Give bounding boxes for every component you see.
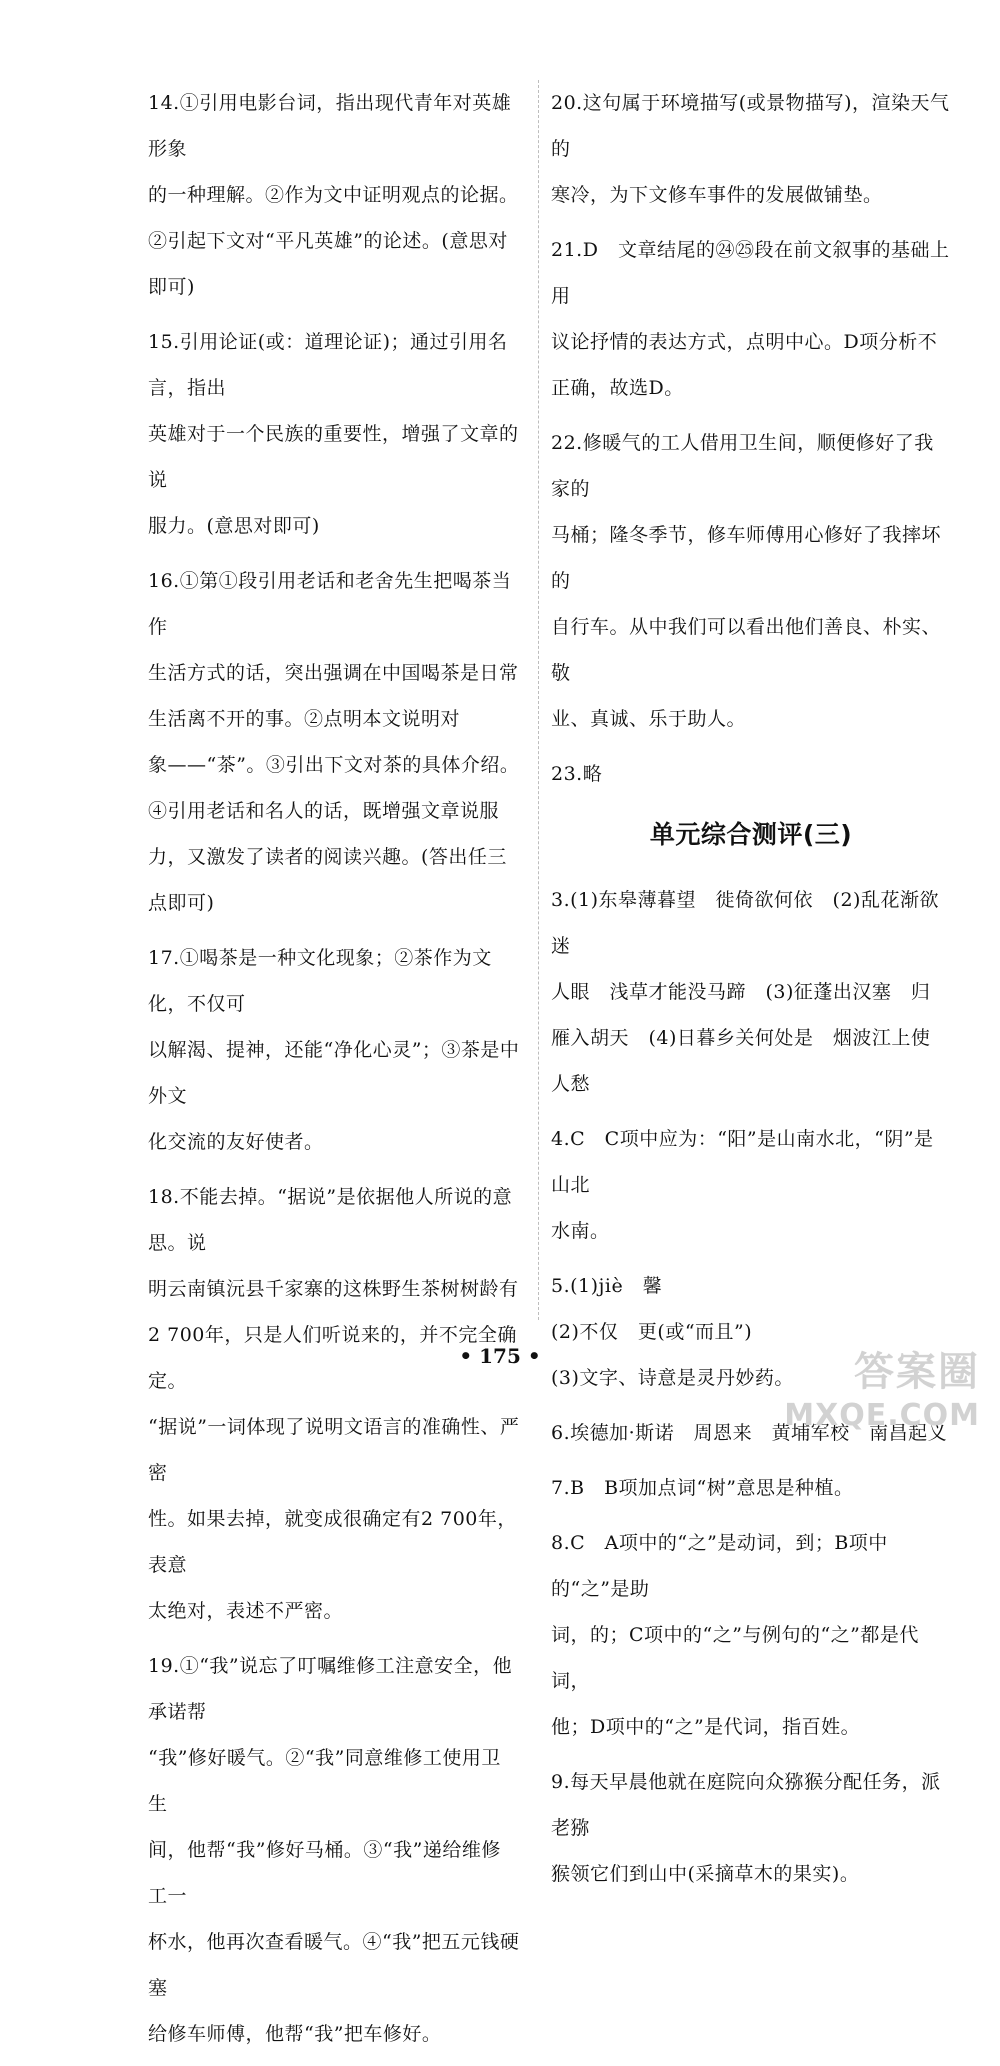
answer-line: 明云南镇沅县千家寨的这株野生茶树树龄有	[148, 1278, 519, 1300]
answer-line: 15.引用论证(或：道理论证)；通过引用名言，指出	[148, 331, 508, 399]
right-column-answers	[551, 80, 951, 797]
answer-line: 力，又激发了读者的阅读兴趣。(答出任三	[148, 846, 507, 868]
answer-line: “据说”一词体现了说明文语言的准确性、严密	[148, 1416, 520, 1484]
answer-item	[551, 1759, 951, 1897]
answer-item	[148, 80, 520, 310]
answer-line: 17.①喝茶是一种文化现象；②茶作为文化，不仅可	[148, 947, 492, 1015]
section-title: 单元综合测评(三)	[649, 820, 853, 849]
answer-line: 雁入胡天 (4)日暮乡关何处是 烟波江上使	[551, 1027, 931, 1049]
page-number: • 175 •	[459, 1344, 541, 1368]
answer-line: 词，的；C项中的“之”与例句的“之”都是代词，	[551, 1624, 919, 1692]
left-column	[148, 80, 520, 2066]
answer-line: 太绝对，表述不严密。	[148, 1600, 344, 1622]
answer-item	[551, 420, 951, 742]
answer-line: ②引起下文对“平凡英雄”的论述。(意思对	[148, 230, 508, 252]
answer-item	[148, 558, 520, 926]
answer-line: 16.①第①段引用老话和老舍先生把喝茶当作	[148, 570, 512, 638]
answer-line: 18.不能去掉。“据说”是依据他人所说的意思。说	[148, 1186, 513, 1254]
answer-line: 业、真诚、乐于助人。	[551, 708, 747, 730]
answer-line: 8.C A项中的“之”是动词，到；B项中的“之”是助	[551, 1532, 888, 1600]
answer-item	[551, 751, 951, 797]
answer-item	[551, 877, 951, 1107]
answer-line: 7.B B项加点词“树”意思是种植。	[551, 1477, 854, 1499]
answer-item	[551, 1465, 951, 1511]
answer-item	[148, 319, 520, 549]
answer-line: 生活离不开的事。②点明本文说明对	[148, 708, 461, 730]
answer-line: ④引用老话和名人的话，既增强文章说服	[148, 800, 500, 822]
answer-line: 生活方式的话，突出强调在中国喝茶是日常	[148, 662, 519, 684]
answer-item	[551, 1520, 951, 1750]
answer-line: 间，他帮“我”修好马桶。③“我”递给维修工一	[148, 1839, 501, 1907]
answer-line: 9.每天早晨他就在庭院向众猕猴分配任务，派老猕	[551, 1771, 941, 1839]
answer-line: 23.略	[551, 763, 603, 785]
answer-line: (3)文字、诗意是灵丹妙药。	[551, 1367, 794, 1389]
answer-item	[551, 227, 951, 411]
answer-line: 点即可)	[148, 892, 215, 914]
answer-line: 象——“茶”。③引出下文对茶的具体介绍。	[148, 754, 520, 776]
answer-line: 杯水，他再次查看暖气。④“我”把五元钱硬塞	[148, 1931, 520, 1999]
answer-line: 22.修暖气的工人借用卫生间，顺便修好了我家的	[551, 432, 934, 500]
answer-line: 14.①引用电影台词，指出现代青年对英雄形象	[148, 92, 512, 160]
answer-line: 以解渴、提神，还能“净化心灵”；③茶是中外文	[148, 1039, 520, 1107]
answer-item	[148, 935, 520, 1165]
answer-line: 人眼 浅草才能没马蹄 (3)征蓬出汉塞 归	[551, 981, 931, 1003]
answer-line: 水南。	[551, 1220, 610, 1242]
answer-line: 英雄对于一个民族的重要性，增强了文章的说	[148, 423, 519, 491]
answer-line: 20.这句属于环境描写(或景物描写)，渲染天气的	[551, 92, 950, 160]
answer-item	[551, 80, 951, 218]
answer-line: 的一种理解。②作为文中证明观点的论据。	[148, 184, 519, 206]
answer-line: (2)不仅 更(或“而且”)	[551, 1321, 753, 1343]
answer-line: 2 700年，只是人们听说来的，并不完全确定。	[148, 1324, 517, 1392]
watermark-logo	[780, 1345, 980, 1445]
watermark-text: 答案圈	[854, 1349, 980, 1395]
answer-line: 19.①“我”说忘了叮嘱维修工注意安全，他承诺帮	[148, 1655, 513, 1723]
answer-line: 寒冷，为下文修车事件的发展做铺垫。	[551, 184, 883, 206]
answer-line: 6.埃德加·斯诺 周恩来 黄埔军校 南昌起义	[551, 1422, 948, 1444]
answer-line: “我”修好暖气。②“我”同意维修工使用卫生	[148, 1747, 501, 1815]
answer-item	[148, 1643, 520, 2057]
answer-item	[551, 1116, 951, 1254]
answer-line: 马桶；隆冬季节，修车师傅用心修好了我摔坏的	[551, 524, 942, 592]
answer-line: 正确，故选D。	[551, 377, 684, 399]
answer-item	[148, 1174, 520, 1634]
answer-line: 给修车师傅，他帮“我”把车修好。	[148, 2023, 442, 2045]
answer-line: 21.D 文章结尾的㉔㉕段在前文叙事的基础上用	[551, 239, 950, 307]
answer-line: 人愁	[551, 1073, 591, 1095]
answer-line: 即可)	[148, 276, 195, 298]
answer-line: 3.(1)东皋薄暮望 徙倚欲何依 (2)乱花渐欲迷	[551, 889, 939, 957]
answer-line: 4.C C项中应为：“阳”是山南水北，“阴”是山北	[551, 1128, 934, 1196]
answer-line: 猴领它们到山中(采摘草木的果实)。	[551, 1863, 860, 1885]
answer-line: 议论抒情的表达方式，点明中心。D项分析不	[551, 331, 938, 353]
answer-line: 他；D项中的“之”是代词，指百姓。	[551, 1716, 861, 1738]
answer-line: 化交流的友好使者。	[148, 1131, 324, 1153]
answer-line: 性。如果去掉，就变成很确定有2 700年，表意	[148, 1508, 517, 1576]
answer-line: 服力。(意思对即可)	[148, 515, 320, 537]
watermark-url: MXQE.COM	[784, 1398, 980, 1433]
answer-line: 自行车。从中我们可以看出他们善良、朴实、敬	[551, 616, 942, 684]
answer-line: 5.(1)jiè 馨	[551, 1275, 663, 1297]
right-column	[551, 80, 951, 1906]
column-divider	[538, 80, 539, 1320]
